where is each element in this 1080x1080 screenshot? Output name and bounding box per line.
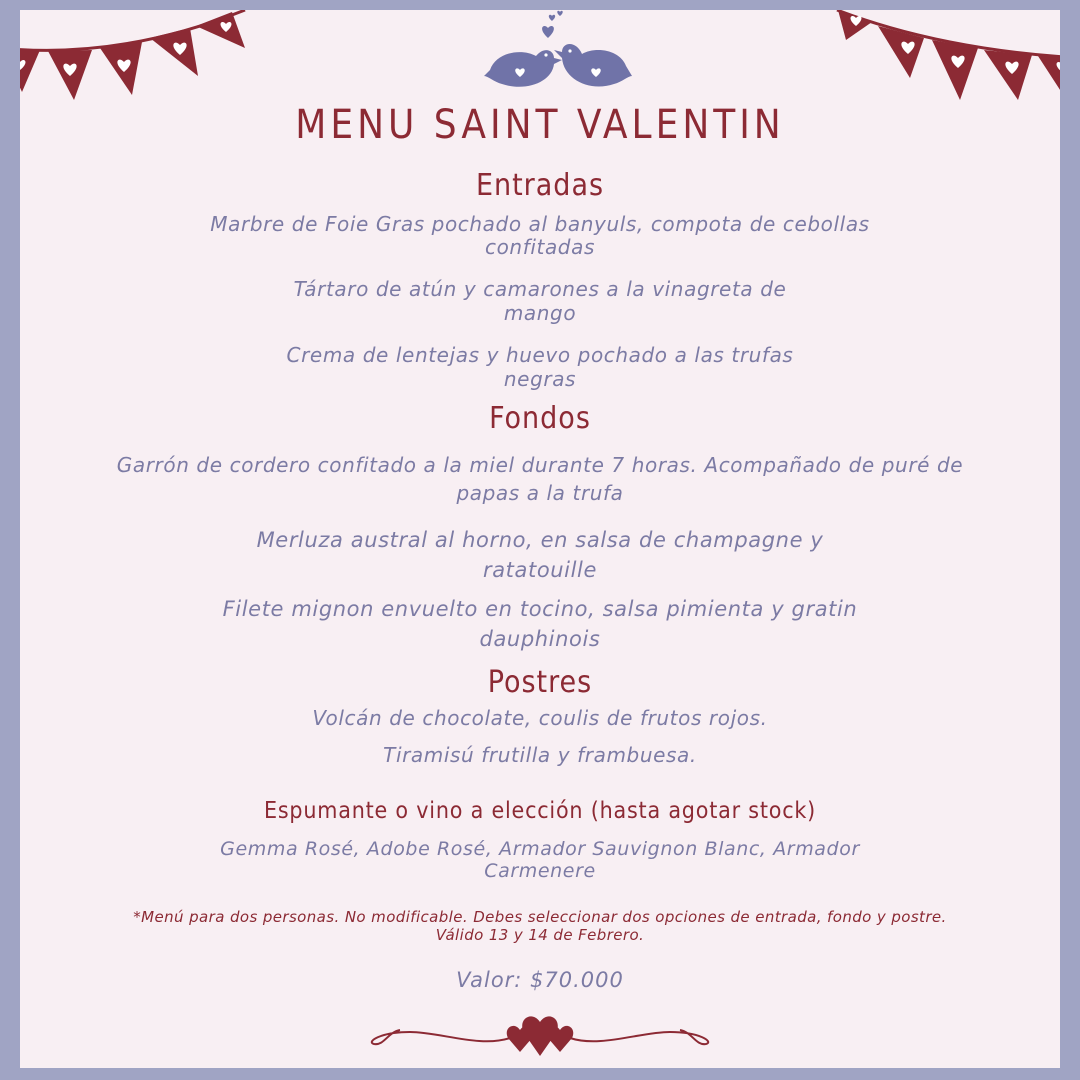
section-title-postres: Postres: [487, 665, 593, 700]
bunting-left: [20, 10, 260, 110]
menu-note: [120, 908, 960, 944]
menu-item: [180, 343, 900, 391]
item-line: Crema de lentejas y huevo pochado a las trufas: [286, 343, 794, 367]
item-line: confitadas: [485, 235, 595, 259]
menu-item: [180, 213, 900, 259]
item-line: ratatouille: [482, 558, 598, 582]
menu-item: [180, 742, 900, 768]
section-title-entradas: Entradas: [475, 168, 605, 203]
menu-item: [180, 277, 900, 325]
item-line: Garrón de cordero confitado a la miel durante 7 horas. Acompañado de puré de: [116, 453, 964, 477]
wine-list: [180, 838, 900, 882]
item-line: Gemma Rosé, Adobe Rosé, Armador Sauvignon Blanc, Armador: [220, 838, 860, 860]
item-line: mango: [503, 301, 577, 325]
menu-card: [20, 10, 1060, 1068]
menu-item: [180, 525, 900, 585]
menu-title: MENU SAINT VALENTIN: [295, 102, 785, 148]
wine-title: Espumante o vino a elección (hasta agotar stock): [263, 798, 817, 824]
item-line: Merluza austral al horno, en salsa de champagne y: [256, 528, 824, 552]
item-line: Tártaro de atún y camarones a la vinagreta de: [293, 277, 787, 301]
item-line: Marbre de Foie Gras pochado al banyuls, compota de cebollas: [210, 212, 870, 236]
note-line: *Menú para dos personas. No modificable. Debes seleccionar dos opciones de entrada, fondo y postre.: [133, 908, 947, 926]
hearts-divider-icon: [360, 1008, 720, 1068]
menu-item: [80, 451, 1000, 507]
item-line: negras: [503, 367, 577, 391]
item-line: Filete mignon envuelto en tocino, salsa pimienta y gratin: [222, 597, 858, 621]
item-line: Carmenere: [484, 860, 596, 882]
price: Valor: $70.000: [456, 968, 624, 992]
item-line: dauphinois: [479, 627, 601, 651]
lovebirds-icon: [482, 10, 634, 96]
section-title-fondos: Fondos: [489, 401, 591, 436]
menu-item: [180, 705, 900, 731]
item-line: Tiramisú frutilla y frambuesa.: [383, 743, 697, 767]
note-line: Válido 13 y 14 de Febrero.: [435, 926, 645, 944]
bunting-right: [832, 10, 1060, 110]
item-line: papas a la trufa: [456, 481, 624, 505]
menu-item: [180, 594, 900, 654]
item-line: Volcán de chocolate, coulis de frutos rojos.: [312, 706, 768, 730]
